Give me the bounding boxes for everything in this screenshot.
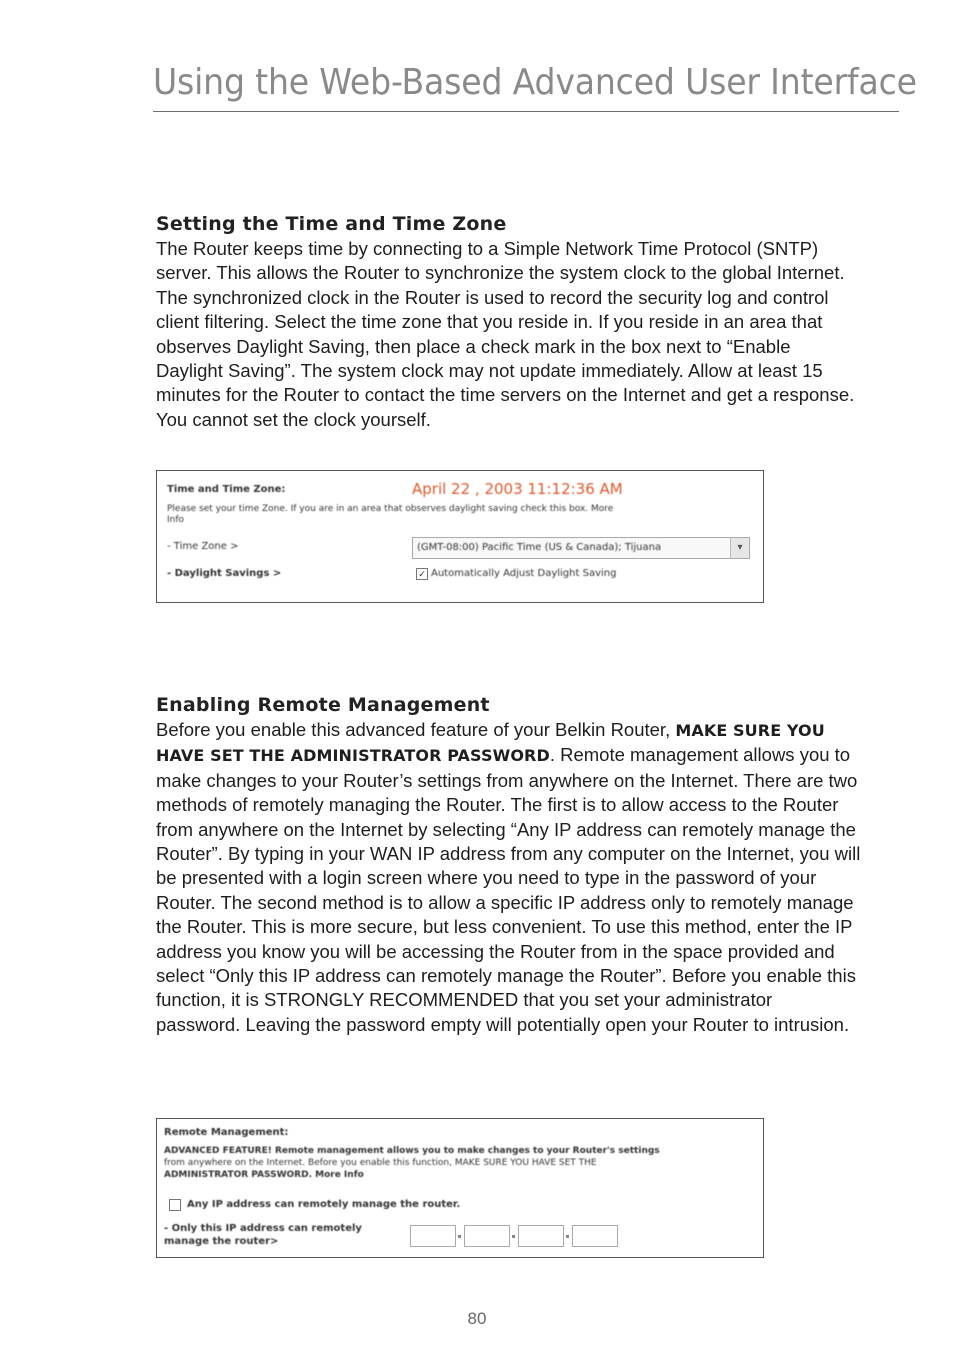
section-heading: Enabling Remote Management <box>156 694 490 716</box>
ip-dot-separator <box>512 1235 515 1238</box>
screenshot-title: Remote Management: <box>164 1127 289 1138</box>
ip-octet-2-input[interactable] <box>464 1225 510 1247</box>
section-body <box>156 718 861 1037</box>
screenshot-title: Time and Time Zone: <box>167 484 286 495</box>
body-text-emphasis: MAKE SURE YOU HAVE SET THE ADMINISTRATOR PASSWORD <box>156 721 825 766</box>
timezone-select[interactable] <box>412 537 750 559</box>
current-datetime: April 22 , 2003 11:12:36 AM <box>412 480 623 498</box>
timezone-selected-value: (GMT-08:00) Pacific Time (US & Canada); Tijuana <box>417 542 662 553</box>
body-text-start: Before you enable this advanced feature of your Belkin Router, <box>156 719 676 740</box>
page-header-title: Using the Web-Based Advanced User Interface <box>153 62 917 103</box>
ip-octet-3-input[interactable] <box>518 1225 564 1247</box>
advanced-feature-line3: ADMINISTRATOR PASSWORD. More Info <box>164 1170 364 1180</box>
any-ip-label: Any IP address can remotely manage the router. <box>187 1199 461 1210</box>
section-heading: Setting the Time and Time Zone <box>156 213 507 235</box>
more-info-link[interactable]: Info <box>167 515 185 525</box>
ip-dot-separator <box>566 1235 569 1238</box>
section-body: The Router keeps time by connecting to a Simple Network Time Protocol (SNTP) server. This allows the Router to synchronize the system clock to the global Internet. The synchronized clock in the Router is used to record the security log and control client filtering. Select the time zone that you reside in. If you reside in an area that observes Daylight Saving, then place a check mark in the box next to “Enable Daylight Saving”. The system clock may not update immediately. Allow at least 15 minutes for the Router to contact the time servers on the Internet and get a response. You cannot set the clock yourself. <box>156 238 855 430</box>
advanced-feature-line1: ADVANCED FEATURE! Remote management allows you to make changes to your Router's settings <box>164 1146 660 1156</box>
section-time-zone <box>156 213 861 432</box>
time-zone-screenshot <box>156 470 764 603</box>
daylight-savings-label: - Daylight Savings > <box>167 568 282 579</box>
only-ip-label-line2: manage the router> <box>164 1236 279 1247</box>
ip-octet-4-input[interactable] <box>572 1225 618 1247</box>
section-remote-management <box>156 694 861 1037</box>
remote-management-screenshot <box>156 1118 764 1258</box>
ip-dot-separator <box>458 1235 461 1238</box>
only-ip-label-line1: - Only this IP address can remotely <box>164 1223 362 1234</box>
body-text-rest: . Remote management allows you to make changes to your Router’s settings from anywhere on the Internet. There are two methods of remotely managing the Router. The first is to allow access to the Router from anywhere on the Internet by selecting “Any IP address can remotely manage the Router”. By typing in your WAN IP address from any computer on the Internet, you will be presented with a login screen where you need to type in the password of your Router. The second method is to allow a specific IP address only to remotely manage the Router. This is more secure, but less convenient. To use this method, enter the IP address you know you will be accessing the Router from in the space provided and select “Only this IP address can remotely manage the Router”. Before you enable this function, it is STRONGLY RECOMMENDED that you set your administrator password. Leaving the password empty will potentially open your Router to intrusion. <box>156 744 861 1035</box>
any-ip-checkbox[interactable] <box>169 1199 181 1211</box>
timezone-label: - Time Zone > <box>167 541 239 552</box>
daylight-savings-checkbox[interactable]: ✓ <box>416 568 428 580</box>
screenshot-description: Please set your time Zone. If you are in an area that observes daylight saving check this box. More <box>167 504 614 514</box>
chevron-down-icon[interactable]: ▾ <box>730 538 749 558</box>
header-divider <box>153 111 899 112</box>
page-number: 80 <box>467 1309 487 1328</box>
ip-octet-1-input[interactable] <box>410 1225 456 1247</box>
advanced-feature-line2: from anywhere on the Internet. Before you enable this function, MAKE SURE YOU HAVE SET THE <box>164 1158 597 1168</box>
daylight-savings-text: Automatically Adjust Daylight Saving <box>431 568 617 579</box>
